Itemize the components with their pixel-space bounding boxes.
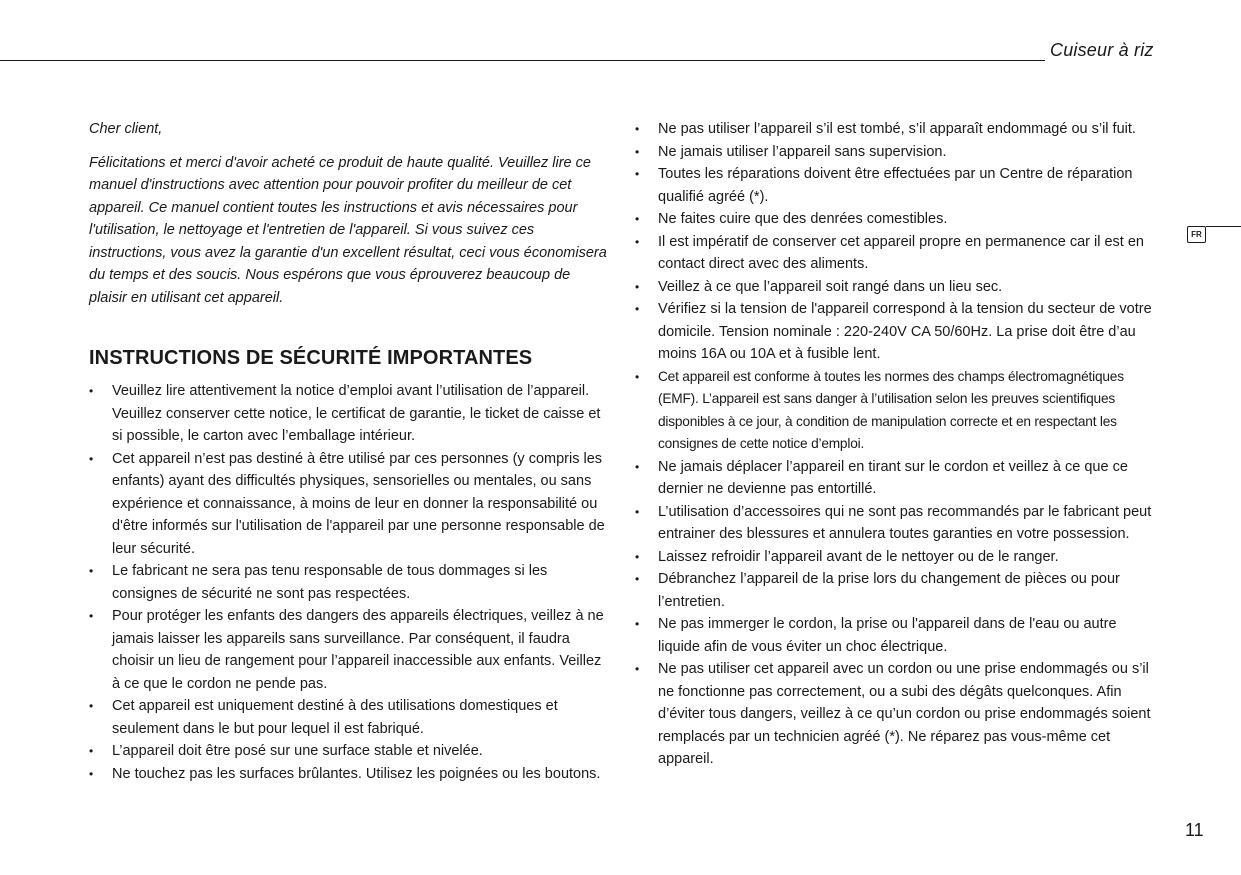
safety-item: • Toutes les réparations doivent être effectuées par un Centre de réparation qualifié agréé (*).: [635, 163, 1160, 208]
safety-item: • Débranchez l’appareil de la prise lors du changement de pièces ou pour l’entretien.: [635, 568, 1160, 613]
intro-greeting: Cher client,: [89, 121, 163, 137]
header-rule: [0, 60, 1045, 61]
safety-item: • Cet appareil n’est pas destiné à être utilisé par ces personnes (y compris les enfants) ayant des difficultés physiques, sensorielles ou mentales, ou sans expérience et connaissance, à moins de leur en donner la responsabilité ou d'être informés sur l'utilisation de l'appareil par une personne responsable de leur sécurité.: [89, 448, 609, 561]
intro-section: [89, 118, 609, 309]
safety-item: • Cet appareil est conforme à toutes les normes des champs électromagnétiques (EMF). L’appareil est sans danger à l’utilisation selon les preuves scientifiques disponibles à ce jour, à condition de manipulation correcte et en respectant les consignes de cette notice d’emploi.: [635, 366, 1160, 456]
safety-item: • Ne pas utiliser cet appareil avec un cordon ou une prise endommagés ou s’il ne fonctionne pas correctement, ou a subi des dégâts quelconques. Afin d’éviter tous dangers, veillez à ce qu’un cordon ou prise endommagés soient remplacés par un technicien agréé (*). Ne réparez pas vous-même cet appareil.: [635, 658, 1160, 771]
safety-item: • L’utilisation d’accessoires qui ne sont pas recommandés par le fabricant peut entrainer des blessures et annulera toutes garanties en votre possession.: [635, 501, 1160, 546]
safety-item: • Ne faites cuire que des denrées comestibles.: [635, 208, 1160, 231]
safety-item: • Ne touchez pas les surfaces brûlantes. Utilisez les poignées ou les boutons.: [89, 763, 609, 786]
safety-item: • Veillez à ce que l’appareil soit rangé dans un lieu sec.: [635, 276, 1160, 299]
safety-item: • Le fabricant ne sera pas tenu responsable de tous dommages si les consignes de sécurité ne sont pas respectées.: [89, 560, 609, 605]
safety-item: • Ne jamais déplacer l’appareil en tirant sur le cordon et veillez à ce que ce dernier ne devienne pas entortillé.: [635, 456, 1160, 501]
safety-item: • Pour protéger les enfants des dangers des appareils électriques, veillez à ne jamais laisser les appareils sans surveillance. Par conséquent, il faudra choisir un lieu de rangement pour l’appareil inaccessible aux enfants. Veillez à ce que le cordon ne pende pas.: [89, 605, 609, 695]
intro-paragraph: Félicitations et merci d'avoir acheté ce produit de haute qualité. Veuillez lire ce manuel d'instructions avec attention pour pouvoir profiter du meilleur de cet appareil. Ce manuel contient toutes les instructions et avis nécessaires pour l'utilisation, le nettoyage et l'entretien de l'appareil. Si vous suivez ces instructions, vous avez la garantie d'un excellent résultat, ceci vous économisera du temps et des soucis. Nous espérons que vous éprouverez beaucoup de plaisir en utilisant cet appareil.: [89, 154, 607, 306]
safety-item: • Veuillez lire attentivement la notice d’emploi avant l’utilisation de l’appareil. Veuillez conserver cette notice, le certificat de garantie, le ticket de caisse et si possible, le carton avec l’emballage intérieur.: [89, 380, 609, 448]
safety-item: • Ne jamais utiliser l’appareil sans supervision.: [635, 141, 1160, 164]
safety-item: • Il est impératif de conserver cet appareil propre en permanence car il est en contact direct avec des aliments.: [635, 231, 1160, 276]
safety-list-left: [89, 380, 609, 785]
safety-item: • Vérifiez si la tension de l'appareil correspond à la tension du secteur de votre domicile. Tension nominale : 220-240V CA 50/60Hz. La prise doit être d’au moins 16A ou 10A et à fusible lent.: [635, 298, 1160, 366]
language-badge: FR: [1187, 226, 1206, 243]
left-column: [89, 118, 609, 785]
safety-item: • L’appareil doit être posé sur une surface stable et nivelée.: [89, 740, 609, 763]
header-title: Cuiseur à riz: [1050, 40, 1154, 60]
page-number: 11: [1185, 820, 1204, 840]
safety-list-right: [635, 118, 1160, 771]
safety-item: • Ne pas immerger le cordon, la prise ou l'appareil dans de l'eau ou autre liquide afin de vous éviter un choc électrique.: [635, 613, 1160, 658]
safety-item: • Laissez refroidir l’appareil avant de le nettoyer ou de le ranger.: [635, 546, 1160, 569]
safety-item: • Cet appareil est uniquement destiné à des utilisations domestiques et seulement dans le but pour lequel il est fabriqué.: [89, 695, 609, 740]
language-tab-rule: [1206, 226, 1241, 227]
right-column: [635, 118, 1160, 771]
safety-item: • Ne pas utiliser l’appareil s’il est tombé, s’il apparaît endommagé ou s’il fuit.: [635, 118, 1160, 141]
safety-heading: INSTRUCTIONS DE SÉCURITÉ IMPORTANTES: [89, 347, 533, 369]
